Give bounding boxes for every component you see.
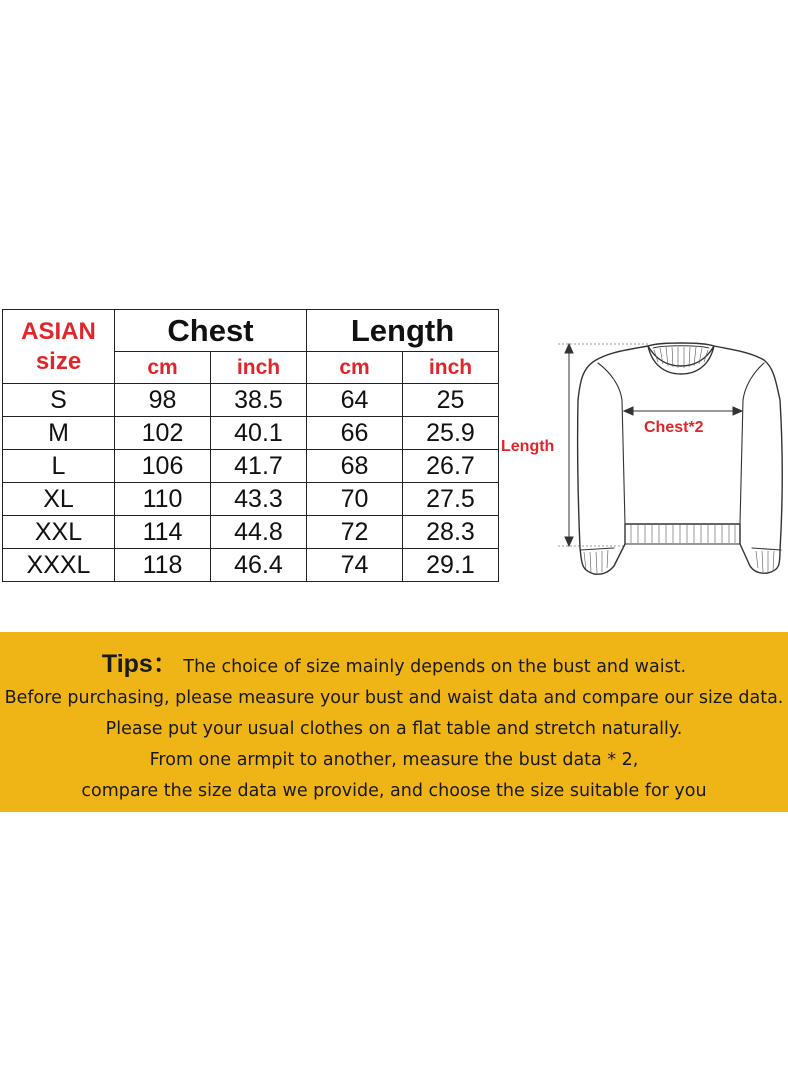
hem-ribbing (625, 524, 740, 544)
chest-inch-cell: 44.8 (211, 516, 307, 549)
tips-banner (0, 632, 788, 812)
size-cell: XXXL (3, 549, 115, 582)
chest-cm-cell: 106 (115, 450, 211, 483)
tips-line-5: compare the size data we provide, and choose the size suitable for you (81, 781, 707, 801)
tips-line-1 (0, 649, 788, 683)
tips-label: Tips： (101, 650, 178, 678)
chest-cm-header: cm (115, 352, 211, 384)
chest-cm-cell: 114 (115, 516, 211, 549)
left-sleeve-seam (598, 363, 625, 524)
table-row (3, 450, 499, 483)
length-cm-cell: 64 (307, 384, 403, 417)
length-inch-cell: 25 (403, 384, 499, 417)
ribbing-texture (584, 347, 774, 573)
right-sleeve-seam (740, 363, 764, 524)
tips-line-3: Please put your usual clothes on a flat table and stretch naturally. (105, 719, 683, 739)
tips-text-1: The choice of size mainly depends on the bust and waist. (183, 657, 687, 677)
length-inch-cell: 27.5 (403, 483, 499, 516)
table-row (3, 549, 499, 582)
tips-line-2: Before purchasing, please measure your bust and waist data and compare our size data. (4, 688, 784, 708)
table-row (3, 417, 499, 450)
chest-inch-cell: 38.5 (211, 384, 307, 417)
chest-cm-cell: 98 (115, 384, 211, 417)
size-cell: S (3, 384, 115, 417)
length-inch-cell: 26.7 (403, 450, 499, 483)
length-cm-cell: 70 (307, 483, 403, 516)
length-label: Length (501, 438, 555, 455)
length-inch-cell: 25.9 (403, 417, 499, 450)
sweater-diagram (498, 330, 788, 585)
length-header: Length (307, 310, 499, 352)
table-row (3, 384, 499, 417)
chest-inch-cell: 40.1 (211, 417, 307, 450)
table-row (3, 483, 499, 516)
length-cm-cell: 68 (307, 450, 403, 483)
chest-cm-cell: 102 (115, 417, 211, 450)
size-cell: XL (3, 483, 115, 516)
size-chart-table (2, 309, 499, 582)
chest-cm-cell: 118 (115, 549, 211, 582)
size-label: size (35, 347, 82, 375)
right-cuff (752, 548, 781, 550)
chest-arrow (624, 407, 742, 415)
length-cm-cell: 72 (307, 516, 403, 549)
size-cell: M (3, 417, 115, 450)
length-inch-cell: 28.3 (403, 516, 499, 549)
size-cell: XXL (3, 516, 115, 549)
chest-inch-header: inch (211, 352, 307, 384)
left-cuff (580, 548, 614, 550)
chest-header: Chest (115, 310, 307, 352)
chest-inch-cell: 41.7 (211, 450, 307, 483)
length-inch-cell: 29.1 (403, 549, 499, 582)
chest-cm-cell: 110 (115, 483, 211, 516)
size-cell: L (3, 450, 115, 483)
length-arrow (558, 344, 648, 546)
tips-line-4: From one armpit to another, measure the bust data * 2, (149, 750, 639, 770)
asian-size-header (3, 310, 115, 384)
chest-inch-cell: 46.4 (211, 549, 307, 582)
length-cm-cell: 66 (307, 417, 403, 450)
asian-label: ASIAN (21, 317, 96, 345)
table-row (3, 516, 499, 549)
length-inch-header: inch (403, 352, 499, 384)
length-cm-header: cm (307, 352, 403, 384)
chest-inch-cell: 43.3 (211, 483, 307, 516)
length-cm-cell: 74 (307, 549, 403, 582)
chest-label: Chest*2 (644, 419, 704, 436)
